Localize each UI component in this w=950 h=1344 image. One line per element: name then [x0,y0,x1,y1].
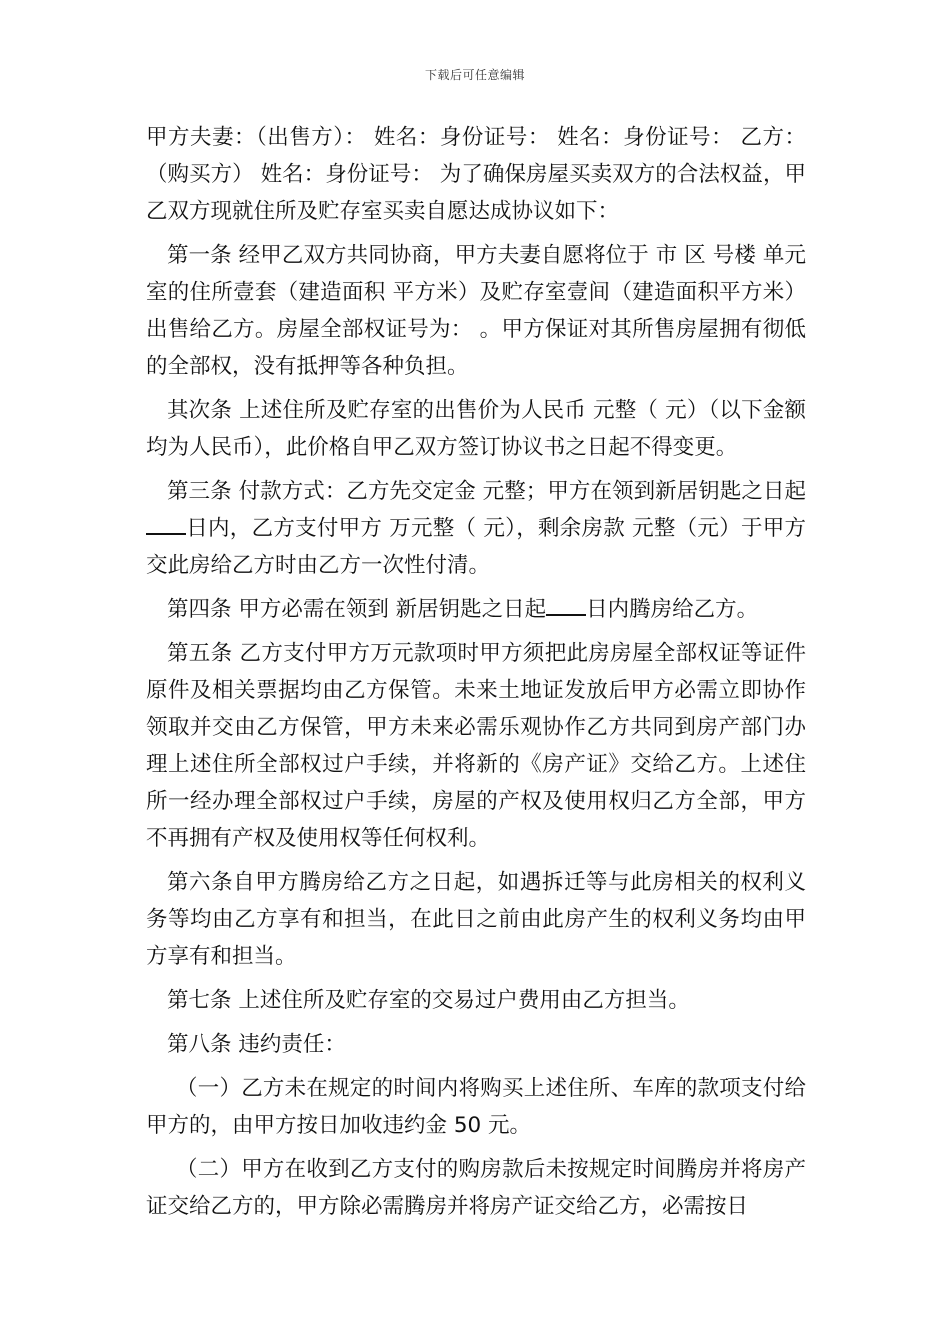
article-7: 第七条 上述住所及贮存室的交易过户费用由乙方担当。 [167,988,690,1013]
article-3-part-b: 日内，乙方支付甲方 万元整（ 元），剩余房款 元整（元）于甲方交此房给乙方时由乙方一次性付清。 [146,516,806,578]
article-2: 其次条 上述住所及贮存室的出售价为人民币 元整（ 元）（以下金额均为人民币），此价格自甲乙双方签订协议书之日起不得变更。 [146,398,806,460]
article-8-clause-1: （一）乙方未在规定的时间内将购买上述住所、车库的款项支付给甲方的，由甲方按日加收违约金 50 元。 [146,1076,806,1138]
article-3-part-a: 第三条 付款方式：乙方先交定金 元整；甲方在领到新居钥匙之日起 [167,479,806,504]
fill-in-blank [546,596,586,616]
intro-paragraph: 甲方夫妻：（出售方）： 姓名：身份证号： 姓名：身份证号： 乙方：（购买方） 姓名：身份证号： 为了确保房屋买卖双方的合法权益，甲乙双方现就住所及贮存室买卖自愿达成协议如下： [146,125,806,224]
article-4 [146,591,806,628]
article-8: 第八条 违约责任： [167,1032,346,1057]
article-3 [146,473,806,584]
contract-body [146,119,806,1232]
article-8-clause-2: （二）甲方在收到乙方支付的购房款后未按规定时间腾房并将房产证交给乙方的，甲方除必需腾房并将房产证交给乙方，必需按日 [146,1157,806,1219]
article-4-part-b: 日内腾房给乙方。 [586,597,759,622]
article-1: 第一条 经甲乙双方共同协商，甲方夫妻自愿将位于 市 区 号楼 单元 室的住所壹套（建造面积 平方米）及贮存室壹间（建造面积平方米）出售给乙方。房屋全部权证号为： 。甲方保证对其所售房屋拥有彻低的全部权，没有抵押等各种负担。 [146,243,806,379]
page-header: 下载后可任意编辑 [424,68,525,82]
article-4-part-a: 第四条 甲方必需在领到 新居钥匙之日起 [167,597,547,622]
fill-in-blank [146,515,186,535]
article-6: 第六条自甲方腾房给乙方之日起，如遇拆迁等与此房相关的权利义务等均由乙方享有和担当，在此日之前由此房产生的权利义务均由甲方享有和担当。 [146,870,806,969]
article-5: 第五条 乙方支付甲方万元款项时甲方须把此房房屋全部权证等证件原件及相关票据均由乙方保管。未来土地证发放后甲方必需立即协作领取并交由乙方保管，甲方未来必需乐观协作乙方共同到房产部门办理上述住所全部权过户手续，并将新的《房产证》交给乙方。上述住所一经办理全部权过户手续，房屋的产权及使用权归乙方全部，甲方不再拥有产权及使用权等任何权利。 [146,641,806,851]
